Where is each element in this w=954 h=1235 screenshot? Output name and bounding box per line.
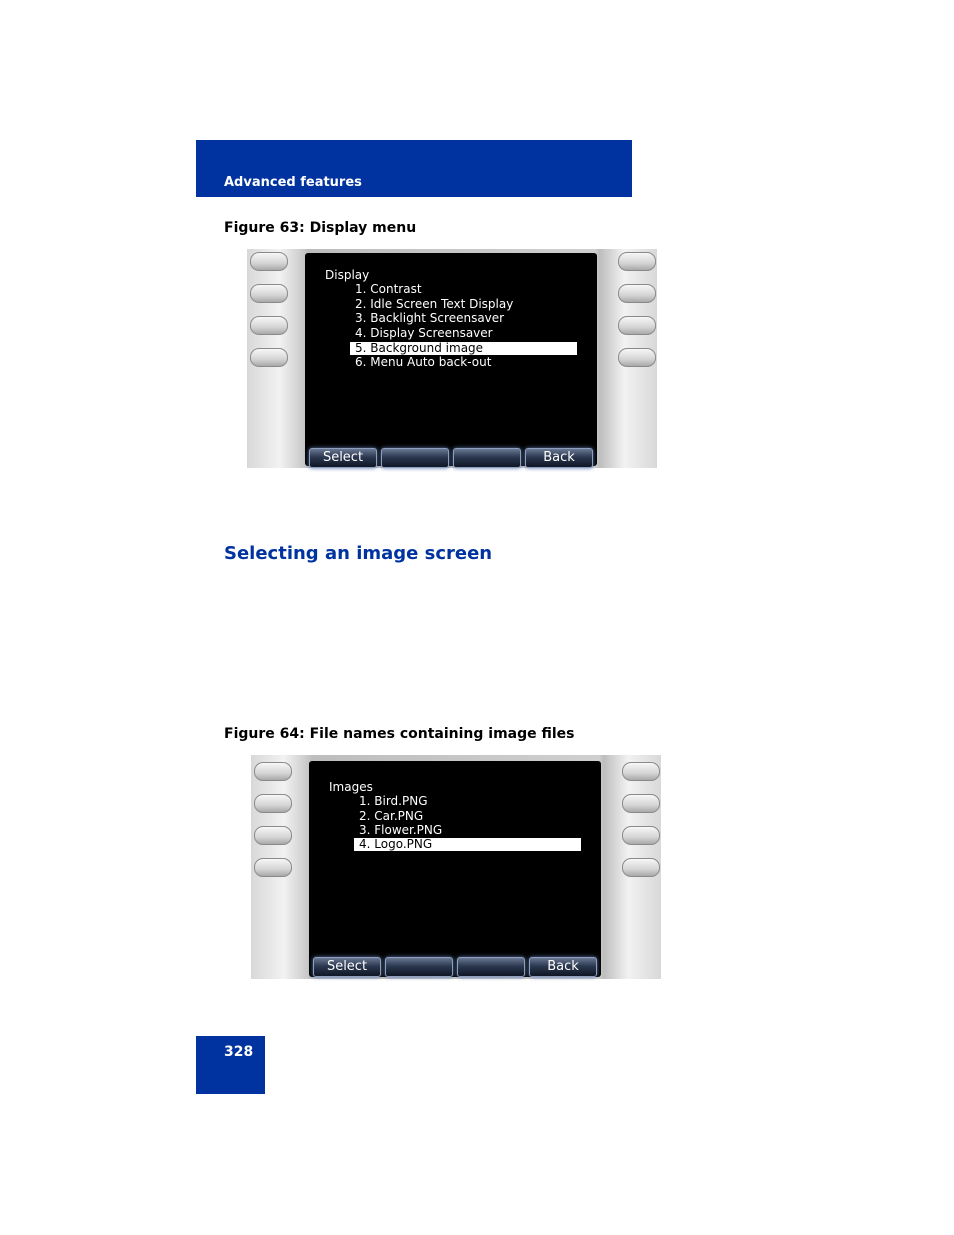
menu-item-idle-screen-text[interactable]: 2. Idle Screen Text Display: [355, 297, 514, 311]
section-heading: Selecting an image screen: [224, 543, 493, 564]
line-key-left-3[interactable]: [250, 316, 288, 335]
line-key-right-2[interactable]: [622, 794, 660, 813]
line-key-left-2[interactable]: [250, 284, 288, 303]
softkey-back[interactable]: Back: [529, 957, 597, 977]
line-key-left-2[interactable]: [254, 794, 292, 813]
page-number-box: [196, 1036, 265, 1094]
section-label: Advanced features: [224, 175, 362, 190]
page-number: 328: [224, 1044, 254, 1060]
line-key-right-3[interactable]: [622, 826, 660, 845]
softkey-3[interactable]: [453, 448, 521, 468]
line-key-right-4[interactable]: [618, 348, 656, 367]
menu-item-car-png[interactable]: 2. Car.PNG: [359, 809, 424, 823]
lcd-screen: [309, 761, 601, 977]
menu-title: Display: [325, 268, 370, 282]
menu-item-bird-png[interactable]: 1. Bird.PNG: [359, 794, 428, 808]
menu-item-logo-png[interactable]: 4. Logo.PNG: [354, 838, 581, 851]
line-key-left-1[interactable]: [250, 252, 288, 271]
softkey-select[interactable]: Select: [309, 448, 377, 468]
line-key-left-4[interactable]: [250, 348, 288, 367]
menu-title: Images: [329, 780, 373, 794]
phone-display-figure-63: [247, 249, 657, 468]
menu-item-backlight-screensaver[interactable]: 3. Backlight Screensaver: [355, 311, 505, 325]
softkey-2[interactable]: [385, 957, 453, 977]
menu-item-menu-auto-back-out[interactable]: 6. Menu Auto back-out: [355, 355, 492, 369]
phone-display-figure-64: [251, 755, 661, 979]
softkey-back[interactable]: Back: [525, 448, 593, 468]
line-key-left-4[interactable]: [254, 858, 292, 877]
menu-item-flower-png[interactable]: 3. Flower.PNG: [359, 823, 443, 837]
line-key-right-3[interactable]: [618, 316, 656, 335]
line-key-left-3[interactable]: [254, 826, 292, 845]
line-key-left-1[interactable]: [254, 762, 292, 781]
figure-63-caption: Figure 63: Display menu: [224, 220, 417, 236]
line-key-right-2[interactable]: [618, 284, 656, 303]
line-key-right-4[interactable]: [622, 858, 660, 877]
menu-item-display-screensaver[interactable]: 4. Display Screensaver: [355, 326, 493, 340]
header-bar: [196, 140, 632, 197]
line-key-right-1[interactable]: [622, 762, 660, 781]
softkey-select[interactable]: Select: [313, 957, 381, 977]
softkey-2[interactable]: [381, 448, 449, 468]
figure-64-caption: Figure 64: File names containing image files: [224, 726, 575, 742]
line-key-right-1[interactable]: [618, 252, 656, 271]
lcd-screen: [305, 253, 597, 466]
menu-item-contrast[interactable]: 1. Contrast: [355, 282, 422, 296]
menu-item-background-image[interactable]: 5. Background image: [350, 342, 577, 355]
softkey-3[interactable]: [457, 957, 525, 977]
